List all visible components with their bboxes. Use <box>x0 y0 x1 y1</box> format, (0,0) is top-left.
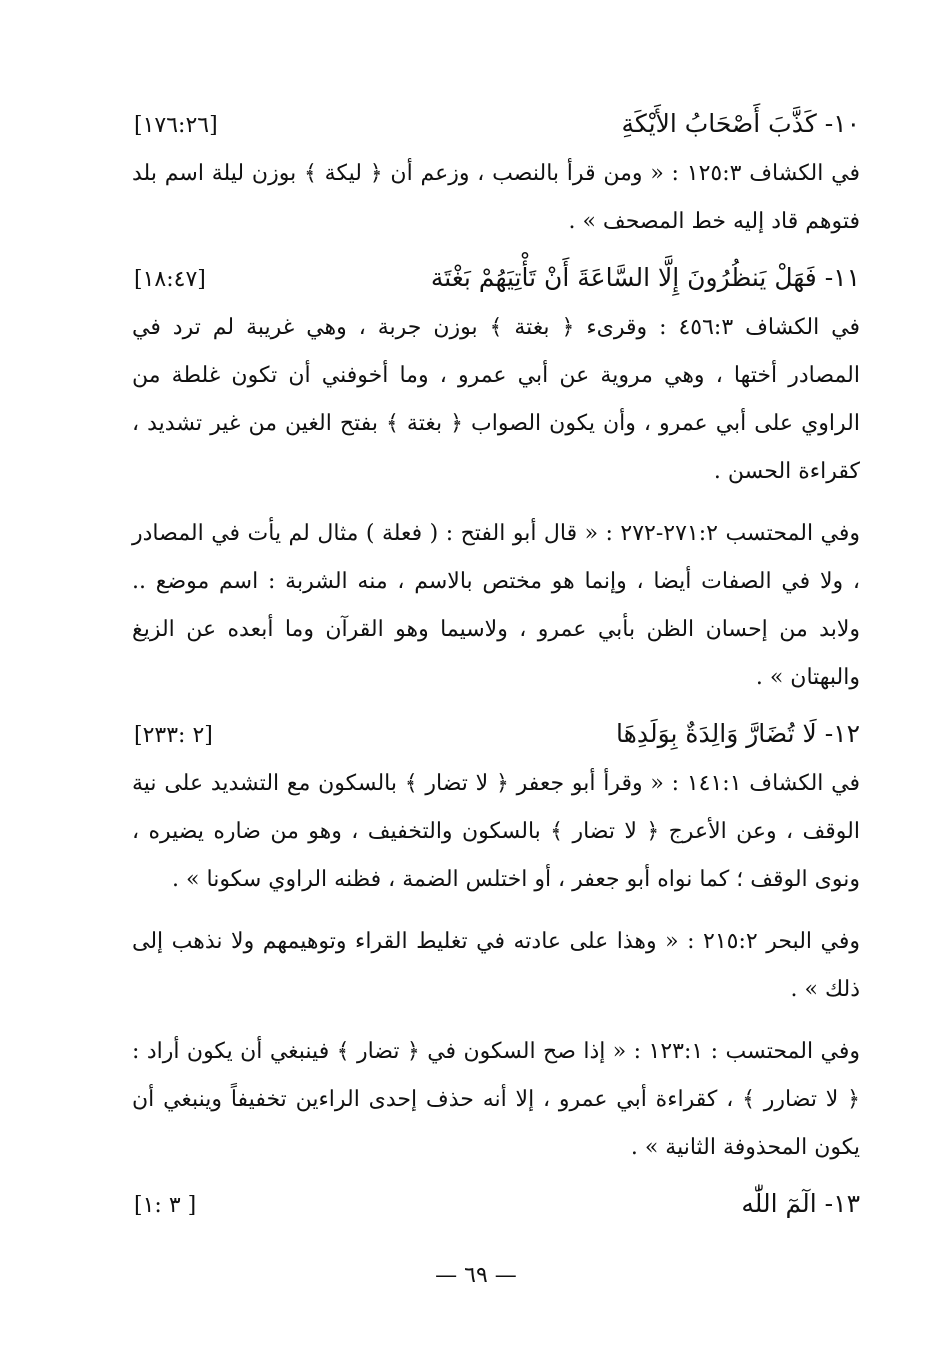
verse-heading <box>132 98 860 150</box>
verse-reference: [١٧٦:٢٦] <box>134 113 218 138</box>
commentary-paragraph <box>132 1028 860 1172</box>
verse-heading <box>132 252 860 304</box>
paragraph-text: وفي البحر ٢١٥:٢ : « وهذا على عادته في تغليط القراء وتوهيمهم ولا نذهب إلى ذلك » . <box>132 929 860 1002</box>
commentary-paragraph <box>132 150 860 246</box>
verse-text: ١١- فَهَلْ يَنظُرُونَ إِلَّا السَّاعَةَ أَنْ تَأْتِيَهُمْ بَغْتَة <box>430 263 860 292</box>
paragraph-gap <box>132 1020 860 1028</box>
paragraph-text: في الكشاف ٤٥٦:٣ : وقرىء ﴿ بغتة ﴾ بوزن جربة ، وهي غريبة لم ترد في المصادر أختها ، وهي مروية عن أبي عمرو ، وما أخوفني أن تكون غلطة من الراوي على أبي عمرو ، وأن يكون الصواب ﴿ بغتة ﴾ بفتح الغين من غير تشديد ، كقراءة الحسن . <box>132 315 860 484</box>
commentary-paragraph <box>132 918 860 1014</box>
verse-reference: [٣ :١ ] <box>134 1193 197 1218</box>
verse-text: ١٣- الٓمٓ اللّٰه <box>741 1189 860 1218</box>
commentary-paragraph <box>132 760 860 904</box>
verse-heading <box>132 708 860 760</box>
paragraph-gap <box>132 502 860 510</box>
verse-text: ١٠- كَذَّبَ أَصْحَابُ الأَيْكَةِ <box>621 109 860 138</box>
paragraph-text: وفي المحتسب ٢٧١:٢-٢٧٢ : « قال أبو الفتح : ( فعلة ) مثال لم يأت في المصادر ، ولا في الصفات أيضا ، وإنما هو مختص بالاسم ، منه الشربة : اسم موضع .. ولابد من إحسان الظن بأبي عمرو ، ولاسيما وهو القرآن وما أبعده عن الزيغ والبهتان » . <box>132 521 861 690</box>
verse-heading <box>132 1178 860 1230</box>
verse-reference: [١٨:٤٧] <box>134 267 206 292</box>
page-body <box>132 98 860 1230</box>
paragraph-text: في الكشاف ١٢٥:٣ : « ومن قرأ بالنصب ، وزعم أن ﴿ ليكة ﴾ بوزن ليلة اسم بلد فتوهم قاد إليه خط المصحف » . <box>132 161 860 234</box>
verse-text: ١٢- لَا تُضَارَّ وَالِدَةٌ بِوَلَدِهَا <box>616 719 860 748</box>
page-number: — ٦٩ — <box>435 1263 517 1288</box>
paragraph-text: وفي المحتسب : ١٢٣:١ : « إذا صح السكون في ﴿ تضار ﴾ فينبغي أن يكون أراد : ﴿ لا تضارر ﴾ ، كقراءة أبي عمرو ، إلا أنه حذف إحدى الراءين تخفيفاً وينبغي أن يكون المحذوفة الثانية » . <box>132 1039 860 1160</box>
paragraph-text: في الكشاف ١٤١:١ : « وقرأ أبو جعفر ﴿ لا تضار ﴾ بالسكون مع التشديد على نية الوقف ، وعن الأعرج ﴿ لا تضار ﴾ بالسكون والتخفيف ، وهو من ضاره يضيره ، ونوى الوقف ؛ كما نواه أبو جعفر ، أو اختلس الضمة ، فظنه الراوي سكونا » . <box>132 771 860 892</box>
verse-reference: [٢ :٢٣٣] <box>134 723 213 748</box>
paragraph-gap <box>132 910 860 918</box>
commentary-paragraph <box>132 510 860 702</box>
commentary-paragraph <box>132 304 860 496</box>
